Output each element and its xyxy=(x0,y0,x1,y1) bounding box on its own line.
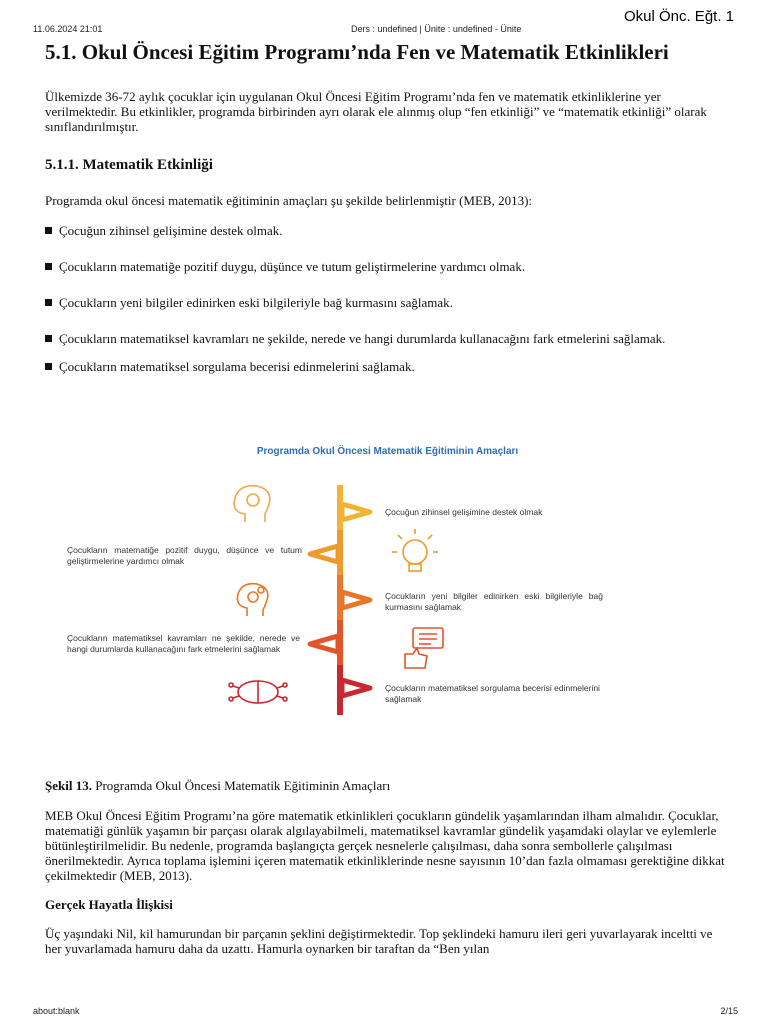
figure-label: Çocukların matematiksel sorgulama becerisi edinmelerini sağlamak xyxy=(385,683,600,704)
pointer-right xyxy=(342,592,370,608)
goal-item: Çocukların matematiksel sorgulama becerisi edinmelerini sağlamak. xyxy=(45,359,730,374)
caption-label: Şekil 13. xyxy=(45,778,92,793)
figure-label: Çocuğun zihinsel gelişimine destek olmak xyxy=(385,507,543,517)
goal-item: Çocuğun zihinsel gelişimine destek olmak. xyxy=(45,223,730,238)
course-info: Ders : undefined | Ünite : undefined - Ünite xyxy=(351,24,522,34)
intro-paragraph: Ülkemizde 36-72 aylık çocuklar için uygulanan Okul Öncesi Eğitim Programı’nda fen ve matematik etkinliklerine yer verilmektedir. Bu etkinlikler, programda birbirinden ayrı olarak ele alınmış olup “fen etkinliği” ve “matematik etkinliği” olarak sınıflandırılmıştır. xyxy=(45,89,707,134)
print-date: 11.06.2024 21:01 xyxy=(33,24,103,34)
figure-label: Çocukların matematiğe pozitif duygu, düşünce ve tutum geliştirmelerine yardımcı olmak xyxy=(67,545,302,566)
figure-label: Çocukların yeni bilgiler edinirken eski bilgileriyle bağ kurmasını sağlamak xyxy=(385,591,603,612)
figure-label: Çocukların matematiksel kavramları ne şekilde, nerede ve hangi durumlarda kullanacağını fark etmelerini sağlamak xyxy=(67,633,300,654)
brain-network-icon xyxy=(229,681,287,703)
head-brain-icon xyxy=(234,486,270,522)
goal-item: Çocukların yeni bilgiler edinirken eski bilgileriyle bağ kurmasını sağlamak. xyxy=(45,295,730,310)
pointer-right xyxy=(342,504,370,520)
section-title: 5.1.1. Matematik Etkinliği xyxy=(45,157,213,173)
corner-label: Okul Önc. Eğt. 1 xyxy=(623,8,734,25)
chat-hand-icon xyxy=(405,628,443,668)
subheading: Gerçek Hayatla İlişkisi xyxy=(45,897,173,912)
caption-text: Programda Okul Öncesi Matematik Eğitiminin Amaçları xyxy=(95,778,391,793)
body-paragraph: Üç yaşındaki Nil, kil hamurundan bir parçanın şeklini değiştirmektedir. Top şeklindeki hamuru ileri geri yuvarlayarak inceltti ve her yuvarlamada hamuru daha da uzattı. Hamurla oynarken bir taraftan da “Ben yılan xyxy=(45,926,713,956)
page-content xyxy=(45,40,730,374)
goal-item: Çocukların matematiğe pozitif duygu, düşünce ve tutum geliştirmelerine yardımcı olmak. xyxy=(45,259,730,274)
body-section xyxy=(45,808,725,956)
body-paragraph: MEB Okul Öncesi Eğitim Programı’na göre matematik etkinlikleri çocukların gündelik yaşamlarından ilham almalıdır. Çocuklar, matematiği günlük yaşamın bir parçası olarak algılayabilmeli, matematiksel kavramlar gündelik yaşamdaki olaylar ve eylemlerle bütünleştirilmelidir. Bu nedenle, programda başlangıçta gerçek nesnelerle çalışılması, daha sonra sembollerle çalışılması önerilmektedir. Ayrıca toplama işlemini içeren matematik etkinliklerinde nesne sayısının 10’dan fazla olmaması gerektiğine dikkat çekilmektedir (MEB, 2013). xyxy=(45,808,725,883)
lead-paragraph: Programda okul öncesi matematik eğitiminin amaçları şu şekilde belirlenmiştir (MEB, 2013): xyxy=(45,193,533,208)
goals-list xyxy=(45,223,730,374)
lightbulb-brain-icon xyxy=(392,529,438,571)
pointer-right xyxy=(342,680,370,696)
goal-item: Çocukların matematiksel kavramları ne şekilde, nerede ve hangi durumlarda kullanacağını fark etmelerini sağlamak. xyxy=(45,331,730,346)
pointer-left xyxy=(310,546,338,562)
goals-figure xyxy=(45,440,730,775)
footer-url: about:blank xyxy=(33,1006,80,1016)
head-gears-icon xyxy=(237,584,267,616)
page-number: 2/15 xyxy=(720,1006,738,1016)
figure-caption xyxy=(45,778,390,794)
pointer-left xyxy=(310,636,338,652)
page-title: 5.1. Okul Öncesi Eğitim Programı’nda Fen ve Matematik Etkinlikleri xyxy=(45,40,669,64)
figure-title: Programda Okul Öncesi Matematik Eğitiminin Amaçları xyxy=(256,446,519,457)
